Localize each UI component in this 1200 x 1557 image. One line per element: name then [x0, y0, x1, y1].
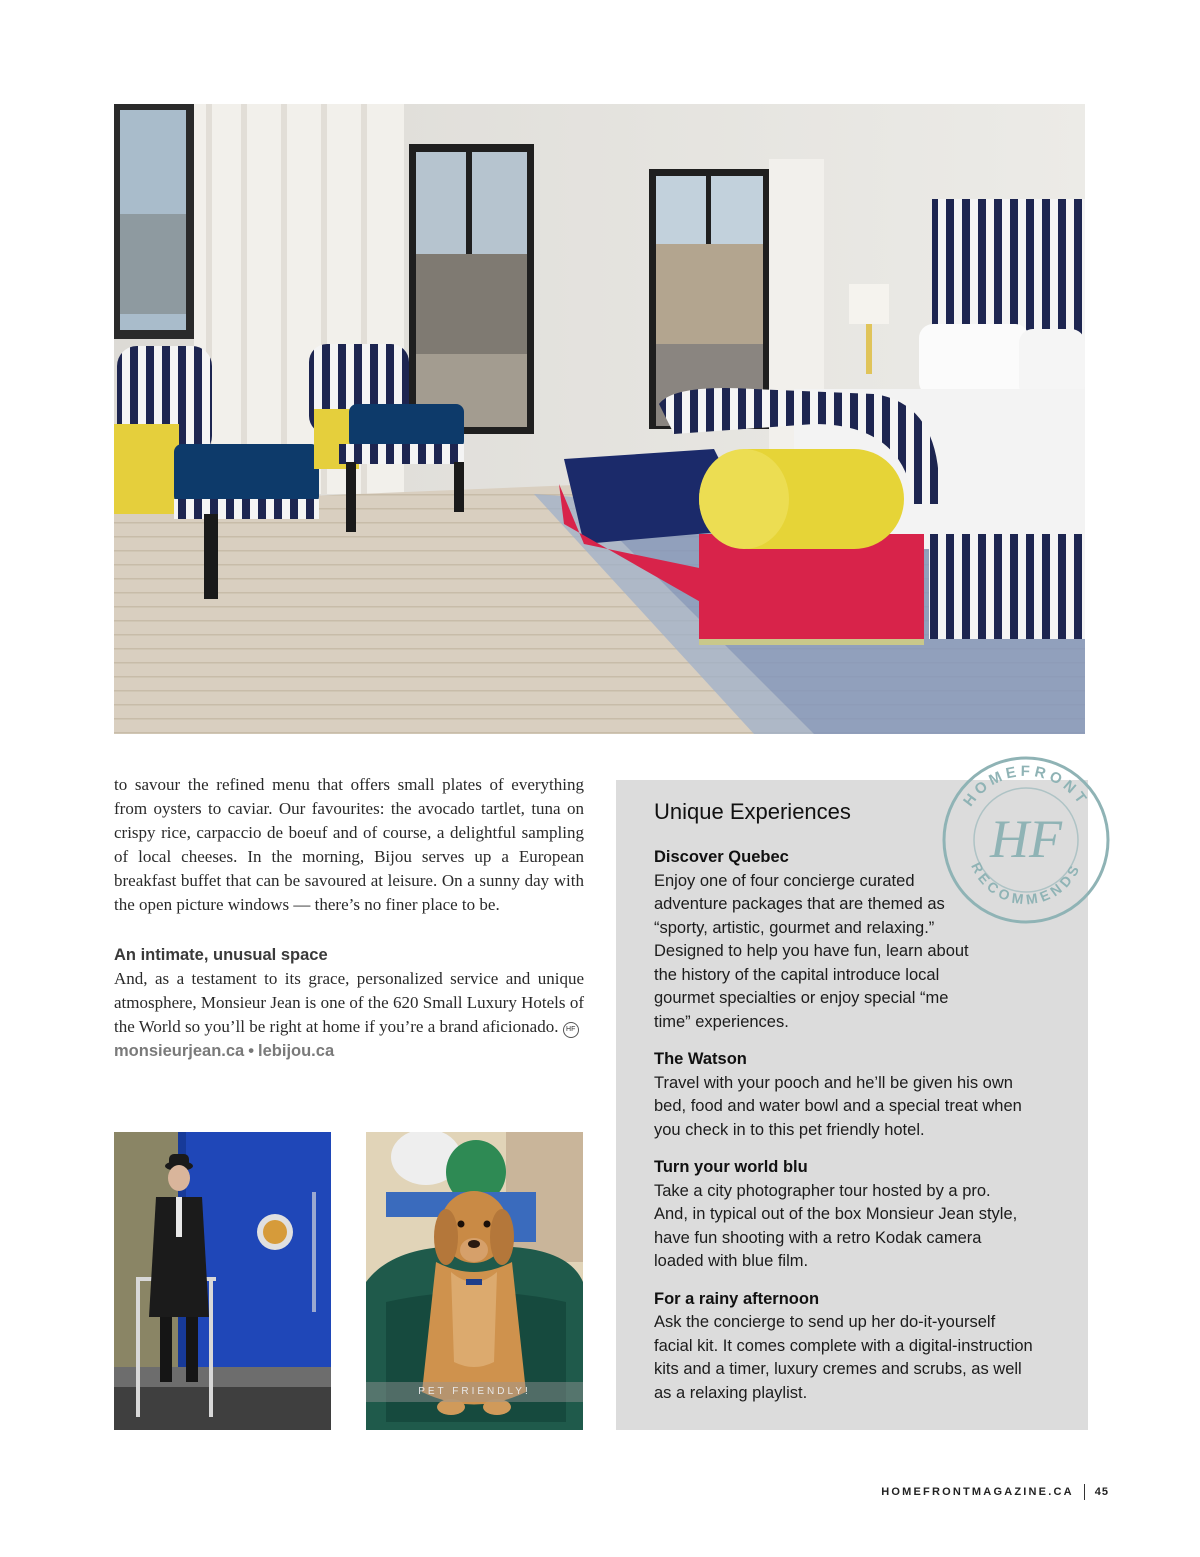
lead-paragraph: to savour the refined menu that offers small plates of everything from oysters to caviar. Our favourites: the avocado tartlet, tuna on crispy rice, carpaccio de boeuf and of course, a delightful sampling of local cheeses. In the morning, Bijou serves up a European breakfast buffet that can be savoured at leisure. On a sunny day with the open picture windows — there’s no finer place to be.	[114, 775, 584, 914]
page-number: 45	[1094, 1486, 1109, 1498]
experience-body: Ask the concierge to send up her do-it-yourself facial kit. It comes complete with a digital-instruction kits and a timer, luxury cremes and scrubs, as well as a relaxing playlist.	[654, 1313, 1033, 1402]
article-subhead: An intimate, unusual space	[114, 946, 328, 964]
seal-ring-bottom: RECOMMENDS	[968, 859, 1084, 908]
pet-friendly-caption: PET FRIENDLY!	[366, 1382, 583, 1402]
link-lebijou[interactable]: lebijou.ca	[258, 1042, 335, 1060]
experience-heading: Turn your world blu	[654, 1158, 808, 1176]
article-body	[114, 773, 584, 1063]
seal-monogram: HF	[990, 809, 1062, 869]
closing-text: And, as a testament to its grace, personalized service and unique atmosphere, Monsieur Jean is one of the 620 Small Luxury Hotels of the World so you’ll be right at home if you’re a brand aficionado.	[114, 969, 584, 1036]
footer-site[interactable]: HOMEFRONTMAGAZINE.CA	[881, 1486, 1074, 1498]
experience-body: Take a city photographer tour hosted by a pro. And, in typical out of the box Monsieur Jean style, have fun shooting with a retro Kodak camera loaded with blue film.	[654, 1181, 1018, 1270]
link-monsieurjean[interactable]: monsieurjean.ca	[114, 1042, 245, 1060]
experience-item	[654, 1288, 1050, 1406]
homefront-recommends-seal	[940, 754, 1112, 926]
footer-divider	[1084, 1484, 1085, 1500]
svg-text:HOMEFRONT	[960, 763, 1092, 810]
experience-heading: Discover Quebec	[654, 848, 789, 866]
experience-item	[654, 1048, 1050, 1142]
doorman-photo	[114, 1132, 331, 1430]
closing-paragraph	[114, 967, 584, 1039]
website-links	[114, 1039, 584, 1063]
link-separator: •	[248, 1042, 255, 1060]
experience-body: Enjoy one of four concierge curated adventure packages that are themed as “sporty, artistic, gourmet and relaxing.” Designed to help you have fun, learn about the history of the capital introduce local gourmet specialties or enjoy special “me time” experiences.	[654, 871, 969, 1031]
seal-ring-top: HOMEFRONT	[960, 762, 1092, 810]
hero-photo	[114, 104, 1085, 734]
experience-heading: For a rainy afternoon	[654, 1289, 820, 1308]
page-footer	[881, 1484, 1109, 1500]
pet-friendly-photo	[366, 1132, 583, 1430]
experience-item	[654, 1156, 1050, 1274]
end-mark-icon: HF	[563, 1022, 579, 1038]
experience-heading: The Watson	[654, 1050, 747, 1068]
experience-body: Travel with your pooch and he’ll be given his own bed, food and water bowl and a special treat when you check in to this pet friendly hotel.	[654, 1073, 1022, 1139]
sidebar-title: Unique Experiences	[654, 799, 851, 824]
